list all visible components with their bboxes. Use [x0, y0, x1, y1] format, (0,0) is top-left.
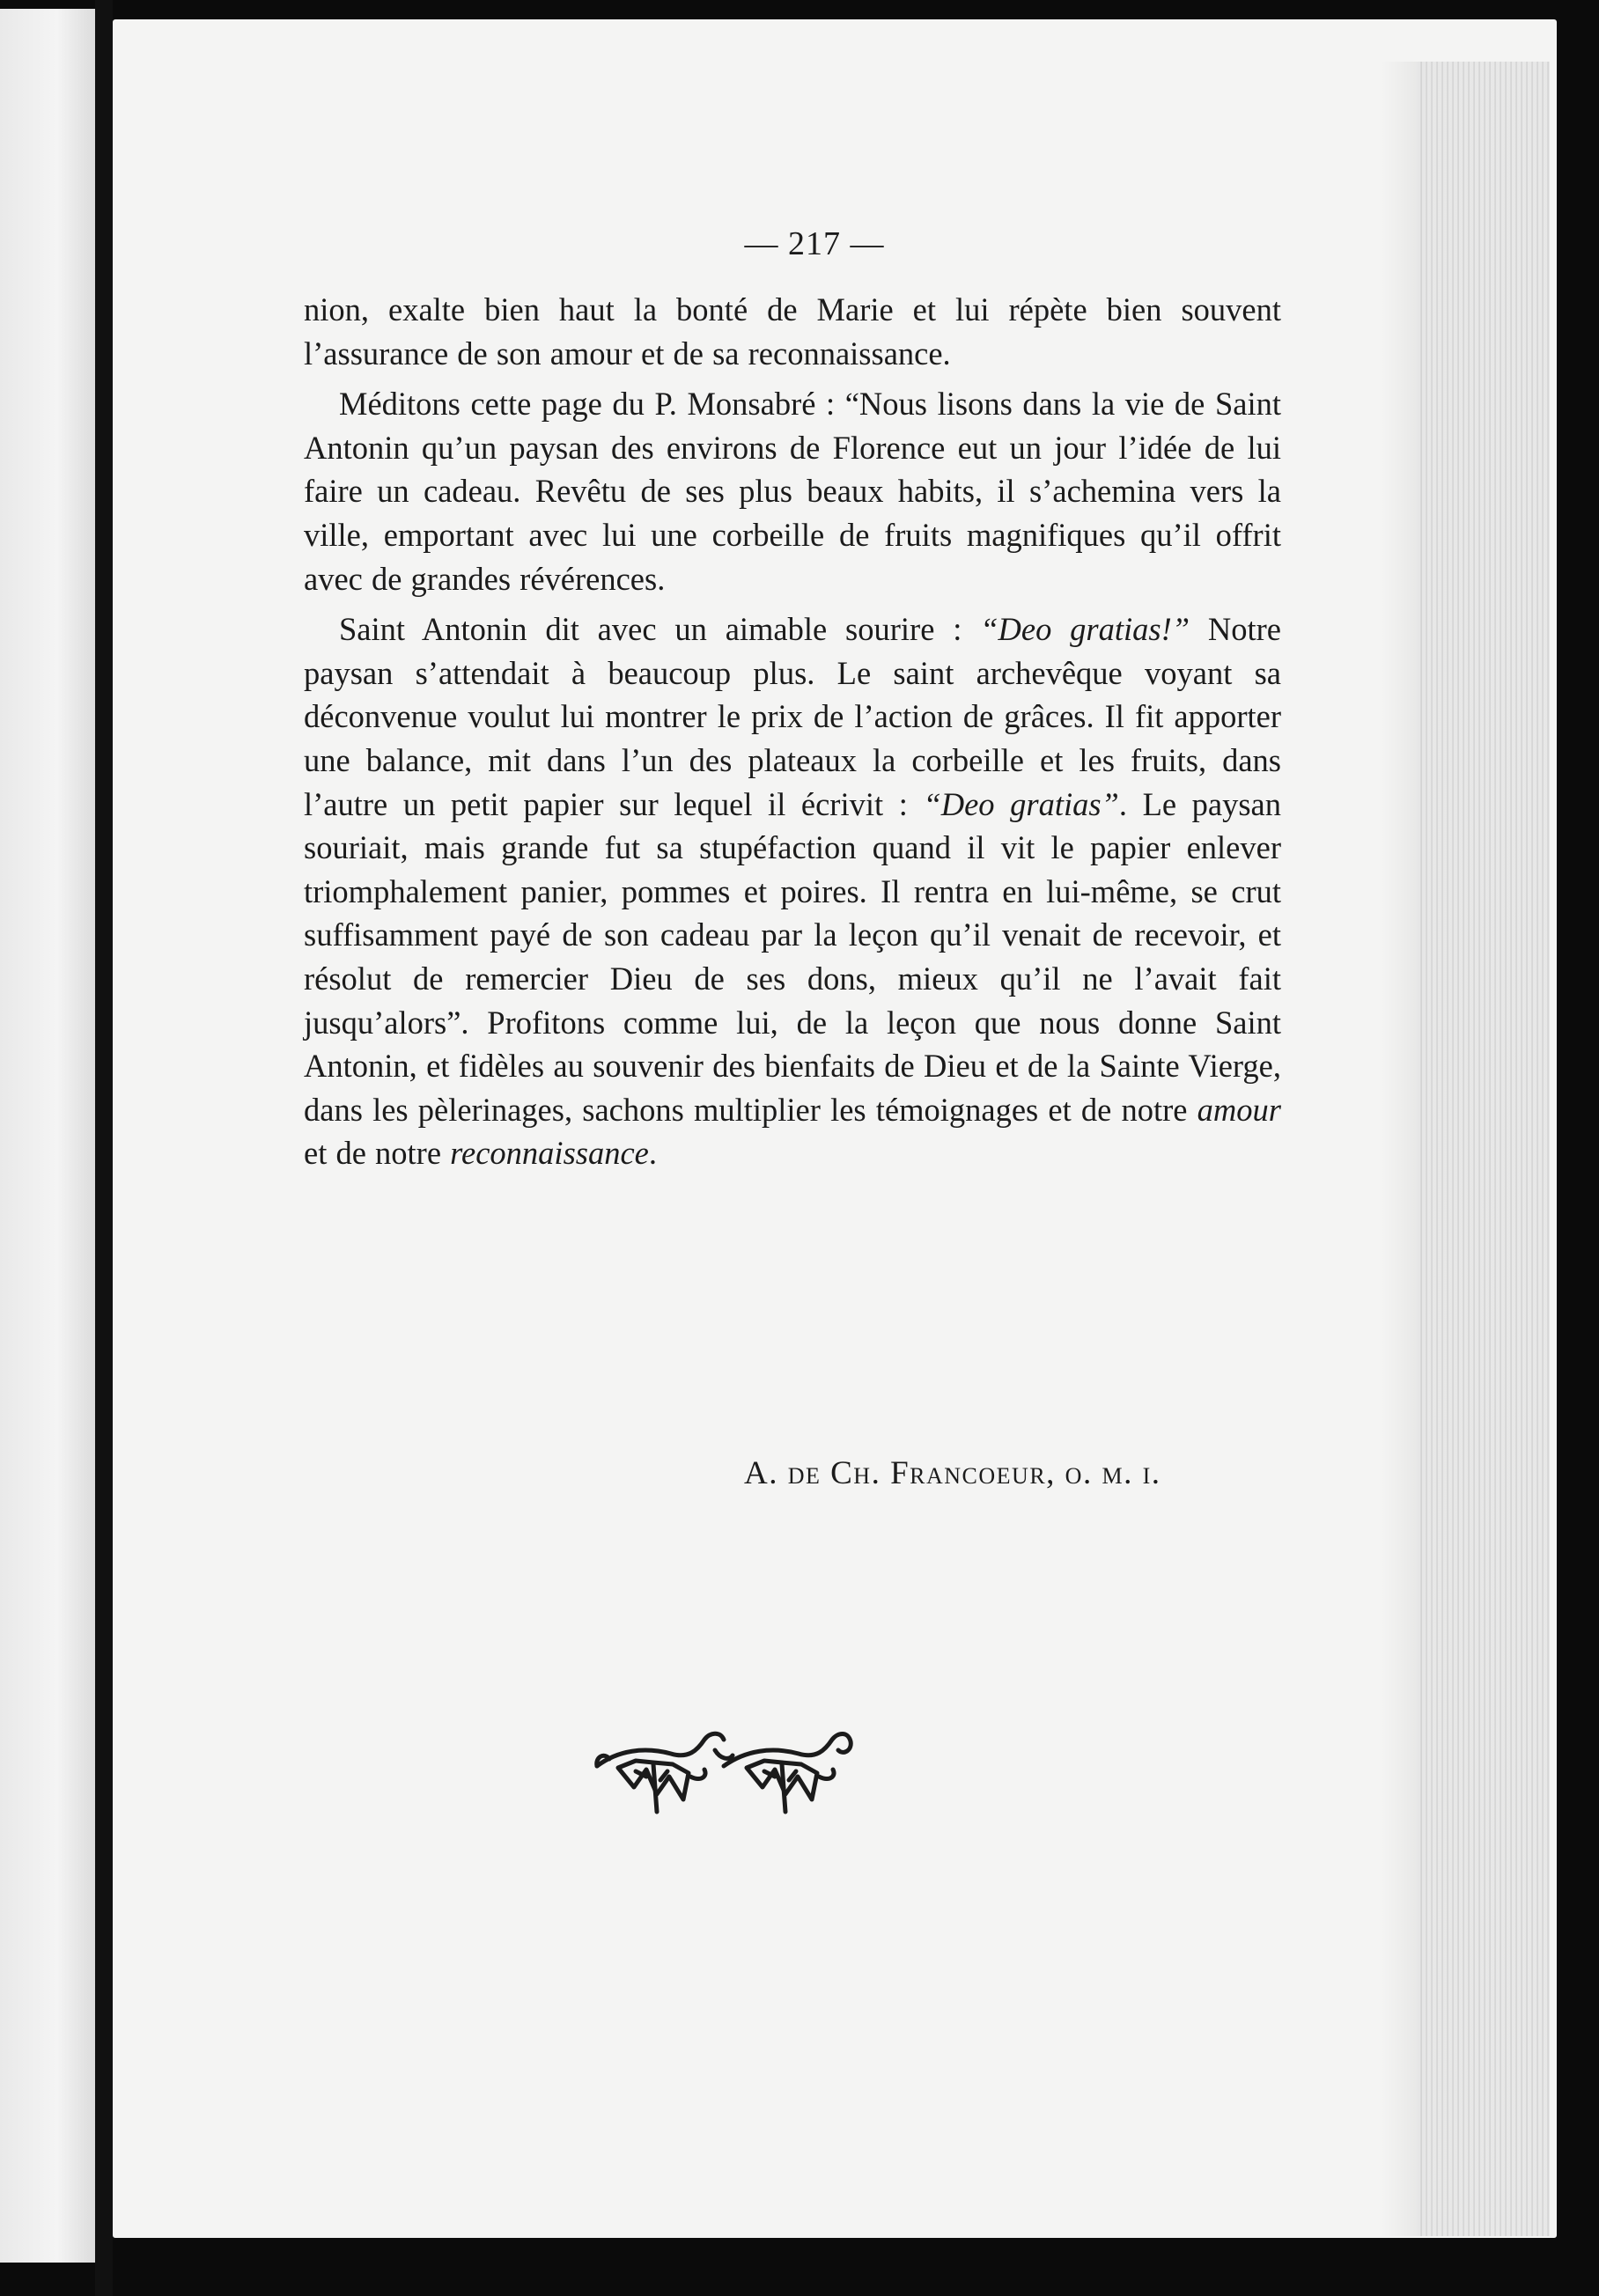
facing-page-edge: [0, 9, 95, 2263]
text-run: Notre paysan s’attendait à beaucoup plus. Le saint archevêque voyant sa déconvenue voulut lui montrer le prix de l’action de grâces. Il fit apporter une balance, mit dans l’un des plateaux la corbeille et les fruits, dans l’autre un petit papier sur lequel il écrivit :: [304, 611, 1281, 822]
book-gutter: [95, 0, 113, 2296]
paragraph-2: [304, 382, 1281, 600]
text-run: nion, exalte bien haut la bonté de Marie et lui répète bien souvent l’assurance de son amour et de sa reconnaissance.: [304, 291, 1281, 372]
italic-text: “Deo gratias!”: [980, 611, 1190, 648]
italic-text: reconnaissance: [450, 1135, 649, 1172]
stacked-page-edges: [1418, 62, 1550, 2236]
paragraph-3: [304, 607, 1281, 1175]
text-run: et de notre: [304, 1135, 451, 1172]
author-signature: A. de Ch. Francoeur, o. m. i.: [744, 1455, 1161, 1491]
italic-text: amour: [1197, 1091, 1281, 1128]
text-run: .: [648, 1135, 657, 1172]
page-content: [304, 224, 1281, 1175]
floral-vine-ornament: [592, 1715, 856, 1821]
text-run: Saint Antonin dit avec un aimable sourire :: [339, 611, 981, 648]
italic-text: “Deo gratias”: [923, 785, 1119, 822]
page-number: — 217 —: [744, 225, 885, 262]
text-run: . Le paysan souriait, mais grande fut sa stupéfaction quand il vit le papier enlever triomphalement panier, pommes et poires. Il rentra en lui-même, se crut suffisamment payé de son cadeau par la leçon qu’il venait de recevoir, et résolut de remercier Dieu de ses dons, mieux qu’il ne l’avait fait jusqu’alors”. Profitons comme lui, de la leçon que nous donne Saint Antonin, et fidèles au souvenir des bienfaits de Dieu et de la Sainte Vierge, dans les pèlerinages, sachons multiplier les témoignages et de notre: [304, 785, 1281, 1128]
body-text: [304, 288, 1281, 1175]
text-run: Méditons cette page du P. Monsabré : “Nous lisons dans la vie de Saint Antonin qu’un paysan des environs de Florence eut un jour l’idée de lui faire un cadeau. Revêtu de ses plus beaux habits, il s’achemina vers la ville, emportant avec lui une corbeille de fruits magnifiques qu’il offrit avec de grandes révérences.: [304, 386, 1281, 597]
paragraph-1: [304, 288, 1281, 375]
